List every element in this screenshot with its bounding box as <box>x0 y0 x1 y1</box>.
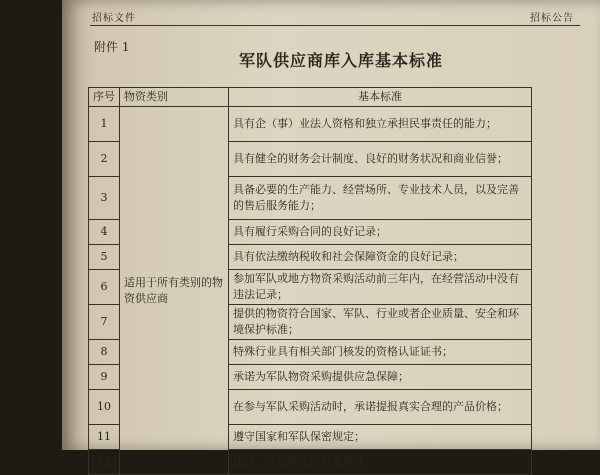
standard-cell: 在参与军队采购活动时，承诺提报真实合理的产品价格； <box>229 390 532 425</box>
standard-cell: 具有依法缴纳税收和社会保障资金的良好记录； <box>229 245 532 270</box>
row-number: 8 <box>89 340 120 365</box>
standard-cell: 具有企（事）业法人资格和独立承担民事责任的能力； <box>229 107 532 142</box>
standard-cell: 遵守国家和军队保密规定； <box>229 425 532 450</box>
column-header-number: 序号 <box>89 88 120 107</box>
annex-label: 附件 1 <box>94 40 130 54</box>
table-header-row <box>89 88 532 107</box>
column-header-category: 物资类别 <box>120 88 229 107</box>
standard-cell: 具备必要的生产能力、经营场所、专业技术人员，以及完善的售后服务能力； <box>229 177 532 220</box>
document-title: 军队供应商库入库基本标准 <box>238 51 443 70</box>
row-number: 3 <box>89 177 120 220</box>
row-number: 11 <box>89 425 120 450</box>
table-row <box>89 107 532 142</box>
standard-cell: 特殊行业具有相关部门核发的资格认证证书； <box>229 340 532 365</box>
row-number: 4 <box>89 220 120 245</box>
row-number: 10 <box>89 390 120 425</box>
row-number: 12 <box>89 450 120 475</box>
standard-cell: 具有健全的财务会计制度、良好的财务状况和商业信誉； <box>229 142 532 177</box>
row-number: 1 <box>89 107 120 142</box>
standard-cell: 法律、法规规定的其他条件。 <box>229 450 532 475</box>
row-number: 2 <box>89 142 120 177</box>
standard-cell: 提供的物资符合国家、军队、行业或者企业质量、安全和环境保护标准； <box>229 305 532 340</box>
category-cell: 适用于所有类别的物资供应商 <box>120 107 229 475</box>
header-rule <box>90 25 580 26</box>
row-number: 7 <box>89 305 120 340</box>
standard-cell: 参加军队或地方物资采购活动前三年内，在经营活动中没有违法记录； <box>229 270 532 305</box>
row-number: 6 <box>89 270 120 305</box>
row-number: 9 <box>89 365 120 390</box>
column-header-standard: 基本标准 <box>229 88 532 107</box>
document-page <box>62 0 600 468</box>
running-header-left: 招标文件 <box>92 13 136 24</box>
standard-cell: 承诺为军队物资采购提供应急保障； <box>229 365 532 390</box>
standard-cell: 具有履行采购合同的良好记录； <box>229 220 532 245</box>
running-header-right: 招标公告 <box>530 13 574 24</box>
row-number: 5 <box>89 245 120 270</box>
standards-table <box>88 87 532 475</box>
